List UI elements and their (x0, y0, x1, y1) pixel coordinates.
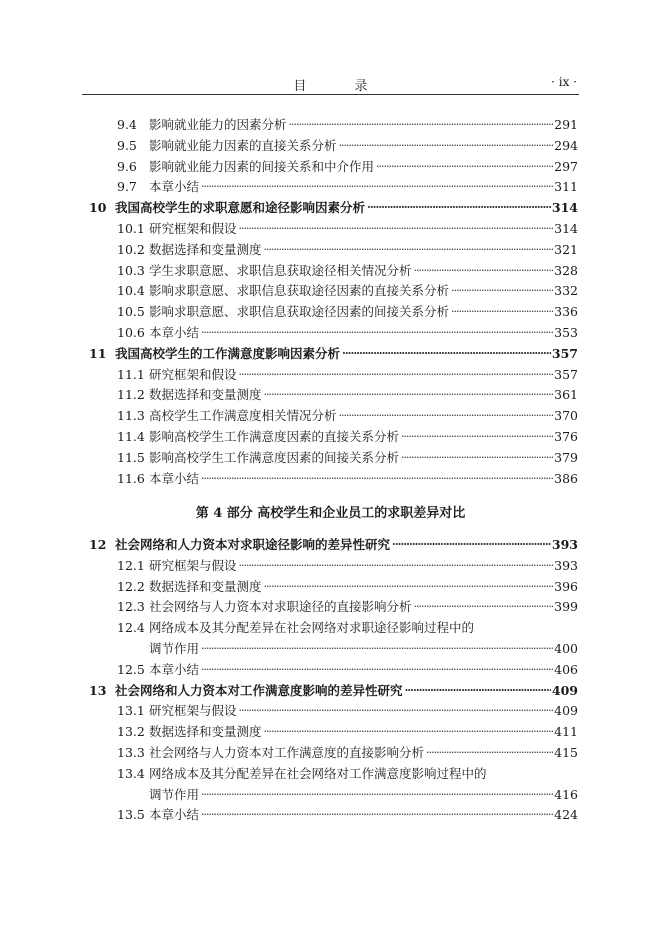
entry-page-number: 291 (554, 117, 578, 132)
entry-title: 社会网络与人力资本对求职途径的直接影响分析 (149, 599, 412, 615)
toc-section-entry[interactable] (149, 783, 578, 803)
entry-page-number: 399 (554, 599, 578, 615)
toc-section-entry[interactable] (117, 616, 578, 636)
dot-leader (342, 346, 551, 362)
dot-leader (201, 325, 553, 341)
dot-leader (414, 263, 554, 279)
dot-leader (264, 387, 554, 403)
entry-page-number: 361 (554, 387, 578, 403)
toc-section-entry[interactable] (117, 300, 578, 320)
entry-page-number: 353 (554, 325, 578, 340)
entry-number: 11.2 (117, 387, 145, 403)
dot-leader (239, 558, 554, 574)
toc-section-entry[interactable] (117, 554, 578, 574)
toc-section-entry[interactable] (117, 383, 578, 403)
entry-number: 9.6 (117, 158, 137, 174)
toc-chapter-entry[interactable] (89, 342, 578, 362)
dot-leader (289, 117, 554, 133)
entry-title: 调节作用 (149, 786, 200, 802)
toc-section-entry[interactable] (117, 175, 578, 195)
entry-page-number: 400 (554, 641, 578, 656)
entry-title: 影响高校学生工作满意度因素的直接关系分析 (149, 429, 400, 444)
entry-number: 10.5 (117, 304, 145, 320)
dot-leader (401, 450, 553, 466)
toc-section-entry[interactable] (149, 637, 578, 657)
toc-section-entry[interactable] (117, 363, 578, 383)
entry-page-number: 424 (554, 807, 578, 823)
entry-title: 本章小结 (149, 470, 200, 486)
toc-section-entry[interactable] (117, 446, 578, 466)
entry-title: 社会网络和人力资本对工作满意度影响的差异性研究 (115, 682, 403, 698)
toc-section-entry[interactable] (117, 575, 578, 595)
dot-leader (264, 242, 554, 258)
toc-section-entry[interactable] (117, 321, 578, 341)
entry-number: 13.5 (117, 807, 145, 823)
entry-number: 10.4 (117, 283, 145, 299)
toc-section-entry[interactable] (117, 699, 578, 719)
entry-title: 本章小结 (149, 661, 200, 677)
entry-page-number: 332 (554, 283, 578, 299)
entry-number: 10 (89, 200, 107, 216)
entry-title: 数据选择和变量测度 (149, 578, 262, 594)
dot-leader (339, 408, 554, 424)
toc-section-entry[interactable] (117, 803, 578, 823)
entry-title: 我国高校学生的工作满意度影响因素分析 (115, 345, 341, 361)
entry-page-number: 415 (554, 745, 578, 760)
entry-number: 12.5 (117, 661, 145, 677)
entry-page-number: 393 (554, 557, 578, 573)
entry-page-number: 406 (554, 661, 578, 677)
entry-page-number: 411 (554, 724, 578, 740)
entry-page-number: 376 (554, 429, 578, 444)
entry-number: 12.2 (117, 578, 145, 594)
entry-number: 12.4 (117, 620, 145, 636)
dot-leader (405, 683, 551, 699)
dot-leader (426, 745, 553, 761)
toc-section-entry[interactable] (117, 762, 578, 782)
toc-section-entry[interactable] (117, 467, 578, 487)
entry-page-number: 294 (554, 137, 578, 153)
entry-number: 12.1 (117, 557, 145, 573)
dot-leader (451, 304, 553, 320)
entry-page-number: 297 (554, 158, 578, 174)
entry-title: 调节作用 (149, 641, 200, 656)
entry-title: 数据选择和变量测度 (149, 724, 262, 740)
entry-number: 11 (89, 345, 107, 361)
entry-title: 本章小结 (149, 807, 200, 823)
dot-leader (451, 283, 553, 299)
toc-section-entry[interactable] (117, 259, 578, 279)
entry-title: 社会网络与人力资本对工作满意度的直接影响分析 (149, 745, 425, 760)
dot-leader (201, 807, 553, 823)
entry-page-number: 379 (554, 449, 578, 465)
entry-number: 10.1 (117, 221, 145, 236)
dot-leader (414, 599, 554, 615)
toc-section-entry[interactable] (117, 134, 578, 154)
part-title: 第 4 部分 高校学生和企业员工的求职差异对比 (195, 506, 466, 521)
dot-leader (239, 367, 554, 383)
entry-page-number: 409 (551, 682, 578, 698)
entry-title: 社会网络和人力资本对求职途径影响的差异性研究 (115, 537, 391, 552)
toc-chapter-entry[interactable] (89, 533, 578, 553)
header-title: 目 录 (293, 79, 390, 94)
entry-page-number: 321 (554, 241, 578, 257)
entry-page-number: 314 (554, 221, 578, 236)
toc-section-entry[interactable] (117, 404, 578, 424)
toc-section-entry[interactable] (117, 279, 578, 299)
dot-leader (264, 579, 554, 595)
entry-page-number: 370 (554, 408, 578, 424)
dot-leader (392, 537, 551, 553)
dot-leader (339, 138, 554, 154)
entry-number: 10.2 (117, 241, 145, 257)
dot-leader (401, 429, 553, 445)
toc-section-entry[interactable] (117, 217, 578, 237)
entry-title: 本章小结 (149, 179, 200, 195)
entry-title: 影响就业能力因素的直接关系分析 (149, 137, 337, 153)
entry-title: 网络成本及其分配差异在社会网络对求职途径影响过程中的 (149, 620, 475, 636)
dot-leader (201, 662, 553, 678)
dot-leader (201, 787, 553, 803)
dot-leader (264, 724, 554, 740)
entry-page-number: 416 (554, 786, 578, 802)
entry-number: 12 (89, 537, 107, 552)
entry-number: 10.3 (117, 262, 145, 278)
entry-title: 研究框架与假设 (149, 703, 237, 719)
toc-chapter-entry[interactable] (89, 679, 578, 699)
entry-number: 13.1 (117, 703, 145, 719)
entry-title: 影响高校学生工作满意度因素的间接关系分析 (149, 449, 400, 465)
entry-number: 11.5 (117, 449, 145, 465)
running-header (82, 74, 579, 95)
entry-number: 13 (89, 682, 107, 698)
entry-number: 9.7 (117, 179, 137, 195)
entry-number: 9.5 (117, 137, 137, 153)
dot-leader (376, 159, 553, 175)
entry-number: 13.4 (117, 765, 145, 781)
entry-title: 学生求职意愿、求职信息获取途径相关情况分析 (149, 262, 412, 278)
entry-title: 研究框架与假设 (149, 557, 237, 573)
entry-title: 影响求职意愿、求职信息获取途径因素的直接关系分析 (149, 283, 450, 299)
entry-page-number: 336 (554, 304, 578, 320)
entry-title: 影响就业能力的因素分析 (149, 117, 287, 132)
entry-page-number: 357 (554, 366, 578, 382)
entry-number: 13.2 (117, 724, 145, 740)
entry-number: 11.6 (117, 470, 145, 486)
entry-title: 数据选择和变量测度 (149, 241, 262, 257)
entry-page-number: 393 (551, 537, 578, 552)
entry-number: 12.3 (117, 599, 145, 615)
entry-number: 11.3 (117, 408, 145, 424)
entry-title: 高校学生工作满意度相关情况分析 (149, 408, 337, 424)
dot-leader (239, 703, 554, 719)
toc-section-entry[interactable] (117, 741, 578, 761)
entry-page-number: 357 (551, 345, 578, 361)
toc-section-entry[interactable] (117, 720, 578, 740)
toc-chapter-entry[interactable] (89, 196, 578, 216)
entry-title: 本章小结 (149, 325, 200, 340)
entry-page-number: 409 (554, 703, 578, 719)
entry-page-number: 314 (551, 200, 578, 216)
dot-leader (201, 179, 553, 195)
toc-section-entry[interactable] (117, 113, 578, 133)
entry-title: 研究框架和假设 (149, 366, 237, 382)
entry-page-number: 396 (554, 578, 578, 594)
entry-number: 11.1 (117, 366, 145, 382)
entry-title: 我国高校学生的求职意愿和途径影响因素分析 (115, 200, 366, 216)
dot-leader (367, 200, 551, 216)
entry-number: 13.3 (117, 745, 145, 760)
entry-number: 9.4 (117, 117, 137, 132)
toc-section-entry[interactable] (117, 595, 578, 615)
header-page-number: · ix · (551, 75, 577, 89)
entry-title: 数据选择和变量测度 (149, 387, 262, 403)
entry-number: 10.6 (117, 325, 145, 340)
entry-title: 研究框架和假设 (149, 221, 237, 236)
entry-title: 网络成本及其分配差异在社会网络对工作满意度影响过程中的 (149, 765, 487, 781)
toc-section-entry[interactable] (117, 238, 578, 258)
toc-section-entry[interactable] (117, 155, 578, 175)
entry-page-number: 386 (554, 470, 578, 486)
dot-leader (239, 221, 554, 237)
toc-section-entry[interactable] (117, 425, 578, 445)
entry-page-number: 311 (554, 179, 578, 195)
dot-leader (201, 471, 553, 487)
toc-section-entry[interactable] (117, 658, 578, 678)
entry-title: 影响求职意愿、求职信息获取途径因素的间接关系分析 (149, 304, 450, 320)
entry-number: 11.4 (117, 429, 145, 444)
entry-title: 影响就业能力因素的间接关系和中介作用 (149, 158, 375, 174)
entry-page-number: 328 (554, 262, 578, 278)
dot-leader (201, 641, 553, 657)
